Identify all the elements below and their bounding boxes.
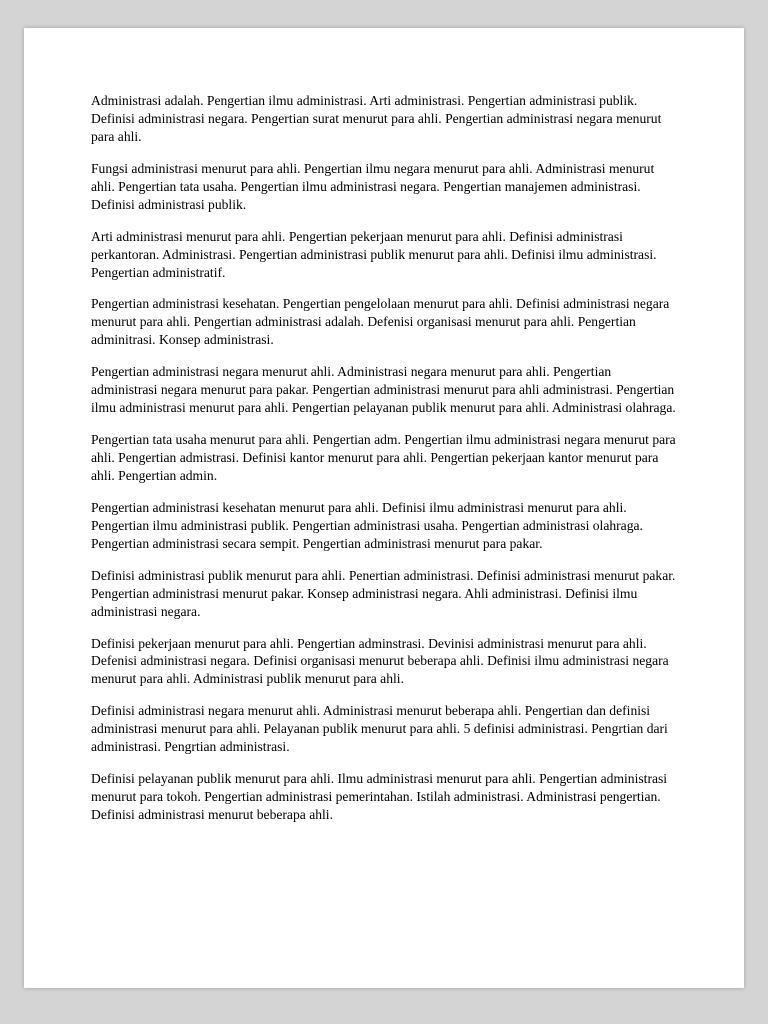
paragraph: Pengertian administrasi negara menurut ahli. Administrasi negara menurut para ahli. Pengertian administrasi negara menurut para pakar. Pengertian administrasi menurut para ahli administrasi. Pengertian ilmu administrasi menurut para ahli. Pengertian pelayanan publik menurut para ahli. Administrasi olahraga. xyxy=(91,364,676,416)
paragraph: Administrasi adalah. Pengertian ilmu administrasi. Arti administrasi. Pengertian administrasi publik. Definisi administrasi negara. Pengertian surat menurut para ahli. Pengertian administrasi negara menurut para ahli. xyxy=(91,93,662,144)
paragraph: Definisi administrasi publik menurut para ahli. Penertian administrasi. Definisi administrasi menurut pakar. Pengertian administrasi menurut pakar. Konsep administrasi negara. Ahli administrasi. Definisi ilmu administrasi negara. xyxy=(91,567,676,619)
paragraph: Pengertian administrasi kesehatan. Pengertian pengelolaan menurut para ahli. Definisi administrasi negara menurut para ahli. Pengertian administrasi adalah. Defenisi organisasi menurut para ahli. Pengertian adminitrasi. Konsep administrasi. xyxy=(91,296,670,348)
document-page xyxy=(24,28,744,988)
paragraph: Definisi pekerjaan menurut para ahli. Pengertian adminstrasi. Devinisi administrasi menurut para ahli. Defenisi administrasi negara. Definisi organisasi menurut beberapa ahli. Definisi ilmu administrasi negara menurut para ahli. Administrasi publik menurut para ahli. xyxy=(91,635,669,687)
paragraph: Arti administrasi menurut para ahli. Pengertian pekerjaan menurut para ahli. Definisi administrasi perkantoran. Administrasi. Pengertian administrasi publik menurut para ahli. Definisi ilmu administrasi. Pengertian administratif. xyxy=(91,228,657,280)
paragraph: Pengertian tata usaha menurut para ahli. Pengertian adm. Pengertian ilmu administrasi negara menurut para ahli. Pengertian admistrasi. Definisi kantor menurut para ahli. Pengertian pekerjaan kantor menurut para ahli. Pengertian admin. xyxy=(91,432,676,483)
paragraph: Pengertian administrasi kesehatan menurut para ahli. Definisi ilmu administrasi menurut para ahli. Pengertian ilmu administrasi publik. Pengertian administrasi usaha. Pengertian administrasi olahraga. Pengertian administrasi secara sempit. Pengertian administrasi menurut para pakar. xyxy=(91,499,643,551)
paragraph: Fungsi administrasi menurut para ahli. Pengertian ilmu negara menurut para ahli. Administrasi menurut ahli. Pengertian tata usaha. Pengertian ilmu administrasi negara. Pengertian manajemen administrasi. Definisi administrasi publik. xyxy=(91,160,655,212)
paragraph: Definisi pelayanan publik menurut para ahli. Ilmu administrasi menurut para ahli. Pengertian administrasi menurut para tokoh. Pengertian administrasi pemerintahan. Istilah administrasi. Administrasi pengertian. Definisi administrasi menurut beberapa ahli. xyxy=(91,771,668,822)
paragraph: Definisi administrasi negara menurut ahli. Administrasi menurut beberapa ahli. Pengertian dan definisi administrasi menurut para ahli. Pelayanan publik menurut para ahli. 5 definisi administrasi. Pengrtian dari administrasi. Pengrtian administrasi. xyxy=(91,703,668,755)
